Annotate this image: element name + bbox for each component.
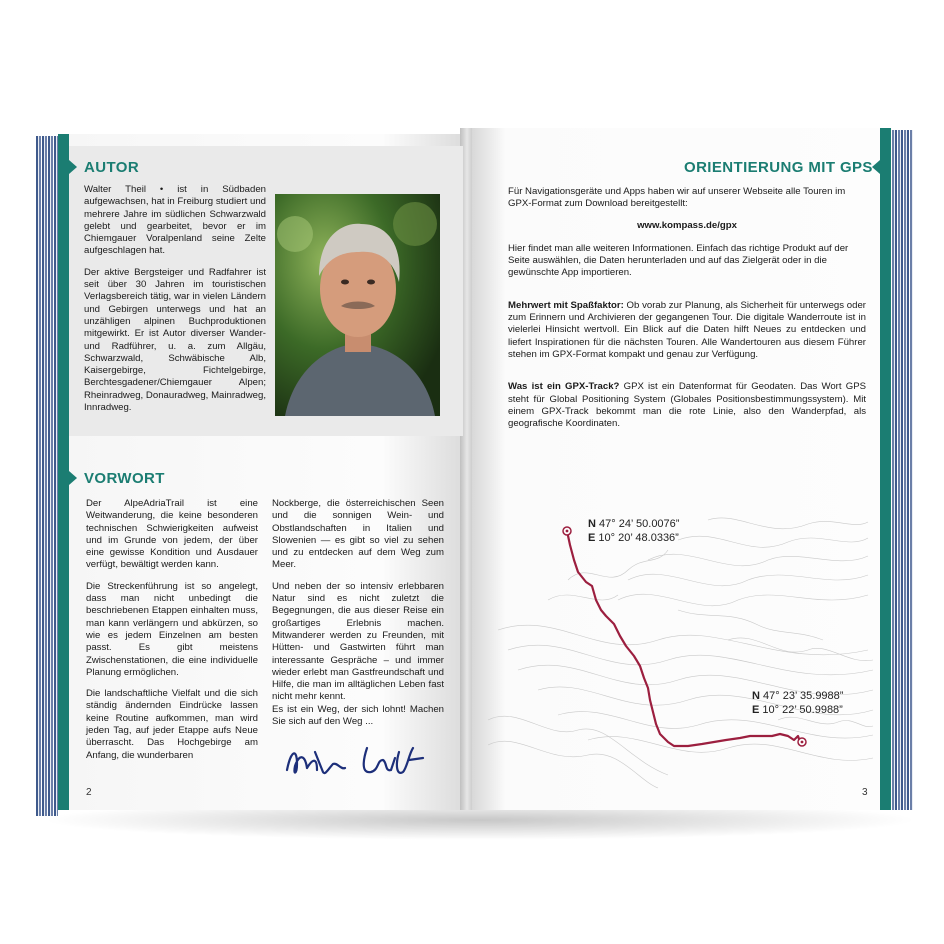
- start-coordinates: [588, 517, 679, 545]
- start-latitude: [588, 517, 679, 531]
- gps-heading: ORIENTIERUNG MIT GPS: [684, 159, 873, 176]
- start-longitude: [588, 531, 679, 545]
- author-text: [84, 184, 266, 423]
- page-number-left: 2: [86, 787, 92, 798]
- page-number-right: 3: [862, 787, 868, 798]
- bold-lead: Mehrwert mit Spaßfaktor:: [508, 299, 624, 311]
- author-heading: AUTOR: [84, 159, 140, 176]
- preface-paragraph: Und neben der so intensiv erlebbaren Natur sind es nicht zuletzt die Begegnungen, die aus dieser Reise ein großartiges Erlebnis machen. Mitwanderer werden zu Freunden, mit Hütten- und Gastwirten führt man interessante Gespräche – und immer wieder erlebt man Gastfreundschaft und Hilfe, die man im alltäglichen Leben fast nicht mehr kennt.: [272, 580, 444, 703]
- lon-label: E: [752, 704, 760, 716]
- contour-lines: [488, 518, 873, 788]
- section-arrow-icon: [872, 160, 880, 174]
- lat-value: 47° 23’ 35.9988”: [759, 690, 844, 702]
- page-edges-left: [36, 136, 58, 816]
- lat-label: N: [752, 690, 760, 702]
- track-end-marker-dot: [801, 741, 804, 744]
- bold-lead: Was ist ein GPX-Track?: [508, 381, 620, 393]
- end-longitude: [752, 703, 843, 717]
- gps-paragraph-gpx: [508, 381, 866, 430]
- preface-column-2: [272, 498, 444, 737]
- page-edges-right: [891, 130, 913, 810]
- paragraph-text: Ob vorab zur Planung, als Sicherheit für unterwegs oder zum Erinnern und Archivieren der gegangenen Tour. Die digitale Wanderroute ist in vielerlei Hinsicht wertvoll. Ein Blick auf die Daten hilft Neues zu entdecken und liefert Inspirationen für die nächsten Touren. Alle Wandertouren aus diesem Führer stehen im GPX-Format kompakt und genau zur Verfügung.: [508, 299, 866, 360]
- preface-heading: VORWORT: [84, 470, 165, 487]
- preface-paragraph: Der AlpeAdriaTrail ist eine Weitwanderung, die keine besonderen technischen Schwierigkeiten aufweist und im Grunde von jedem, der über eine gewisse Kondition und Ausdauer verfügt, bewältigt werden kann.: [86, 498, 258, 571]
- preface-column-1: [86, 498, 258, 771]
- end-coordinates: [752, 689, 843, 717]
- gps-paragraph: Hier findet man alle weiteren Informationen. Einfach das richtige Produkt auf der Seite auswählen, die Daten herunterladen und auf das Zielgerät oder in die gewünschte App importieren.: [508, 242, 849, 279]
- author-portrait-illustration: [275, 194, 440, 416]
- section-arrow-icon: [69, 471, 77, 485]
- preface-paragraph: Die landschaftliche Vielfalt und die sich ständig ändernden Eindrücke lassen keine Routine aufkommen, man wird jeden Tag, auf jeder Etappe aufs Neue überrascht. Das Hochgebirge am Anfang, die wunderbaren: [86, 688, 258, 761]
- lon-value: 10° 22’ 50.9988”: [759, 704, 843, 716]
- gps-paragraph-value: [508, 300, 866, 361]
- lat-value: 47° 24’ 50.0076”: [595, 518, 680, 530]
- lon-value: 10° 20’ 48.0336”: [595, 532, 679, 544]
- lon-label: E: [588, 532, 596, 544]
- preface-paragraph: Nockberge, die österreichischen Seen und die sonnigen Wein- und Obstlandschaften in Italien und Slowenien — es gibt so viel zu sehen und zu entdecken auf dem Weg zum Meer.: [272, 498, 444, 571]
- gpx-link[interactable]: www.kompass.de/gpx: [637, 219, 737, 231]
- preface-paragraph: Die Streckenführung ist so angelegt, dass man nicht unbedingt die beschriebenen Etappen einhalten muss, man kann verlängern und abkürzen, so wie es jedem Einzelnen am besten passt. Es gibt meistens Zwischenstationen, die eine individuelle Planung ermöglichen.: [86, 580, 258, 678]
- gps-paragraph: Für Navigationsgeräte und Apps haben wir auf unserer Webseite alle Touren im GPX-Format zum Download bereitgestellt:: [508, 186, 846, 210]
- right-accent-bar: [880, 128, 891, 810]
- lat-label: N: [588, 518, 596, 530]
- track-start-marker-dot: [566, 530, 569, 533]
- left-accent-bar: [58, 134, 69, 810]
- gps-text: [508, 186, 866, 439]
- preface-paragraph: Es ist ein Weg, der sich lohnt! Machen Sie sich auf den Weg ...: [272, 703, 444, 728]
- author-photo: [275, 194, 440, 416]
- author-bio-paragraph-2: Der aktive Bergsteiger und Radfahrer ist seit über 30 Jahren im touristischen Verlagsbereich tätig, war in vielen Ländern und Gebirgen unterwegs und hat an unzähligen alpinen Buchproduktionen mitgewirkt. Er ist Autor diverser Wander- und Radführer, u. a. zum Allgäu, Schwarzwald, Schwäbische Alb, Kaisergebirge, Fichtelgebirge, Berchtesgadener/Chiemgauer Alpen; Rheinradweg, Donauradweg, Mainradweg, Innradweg.: [84, 266, 266, 414]
- section-arrow-icon: [69, 160, 77, 174]
- author-signature: [283, 740, 433, 784]
- end-latitude: [752, 689, 843, 703]
- author-bio-paragraph-1: Walter Theil • ist in Südbaden aufgewachsen, hat in Freiburg studiert und mehrere Jahre im südlichen Schwarzwald gelebt und gearbeitet, bevor er im Chiemgauer Voralpenland seine Zelte aufgeschlagen hat.: [84, 184, 266, 257]
- paragraph-text: GPX ist ein Datenformat für Geodaten. Das Wort GPS steht für Global Positioning System (Globales Positionsbestimmungssystem). Mit einem GPX-Track bekommt man die rote Linie, also den Wanderpfad, als geografische Koordinaten.: [508, 381, 866, 430]
